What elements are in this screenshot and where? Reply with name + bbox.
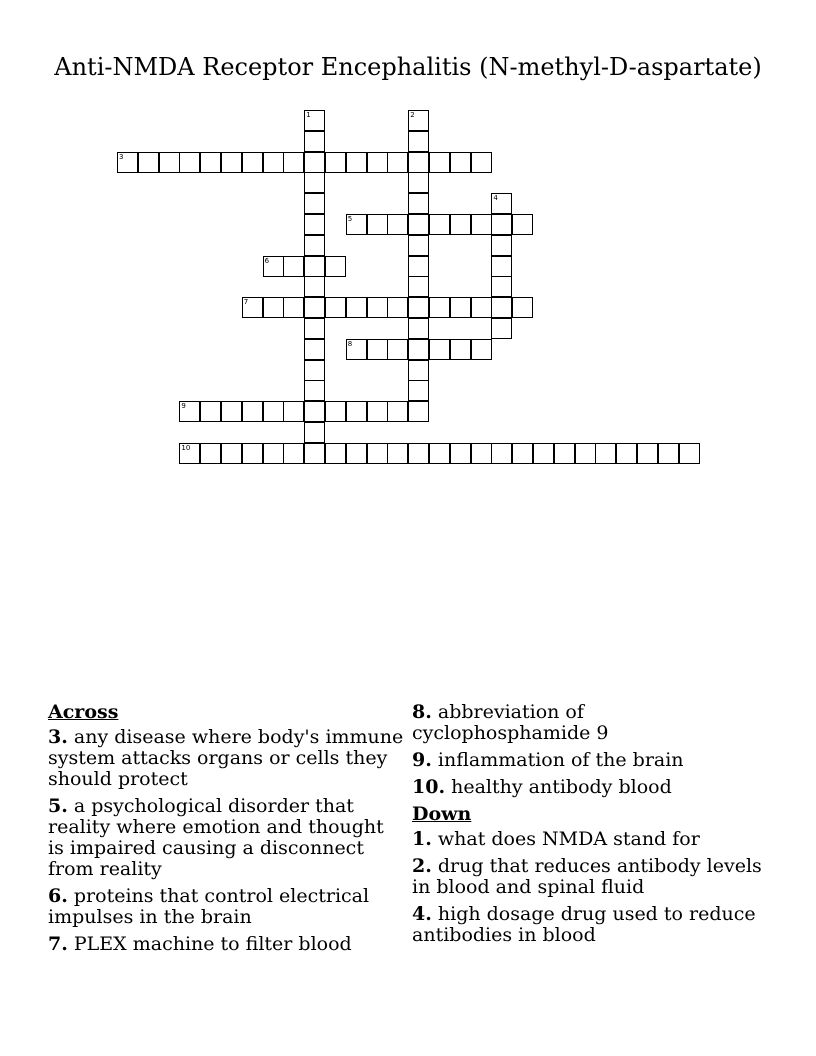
- grid-cell[interactable]: [429, 297, 450, 318]
- grid-cell[interactable]: [387, 401, 408, 422]
- grid-cell[interactable]: [283, 443, 304, 464]
- grid-cell[interactable]: [304, 256, 325, 277]
- grid-cell[interactable]: [429, 443, 450, 464]
- clues-column-right: [412, 702, 768, 952]
- grid-cell[interactable]: [304, 110, 325, 131]
- across-heading: Across: [48, 701, 119, 723]
- grid-cell[interactable]: [304, 380, 325, 401]
- clue-text: drug that reduces antibody levels in blood and spinal fluid: [412, 855, 762, 898]
- grid-cell[interactable]: [408, 339, 429, 360]
- grid-cell[interactable]: [408, 443, 429, 464]
- grid-cell[interactable]: [387, 339, 408, 360]
- grid-cell[interactable]: [304, 152, 325, 173]
- grid-cell[interactable]: [283, 256, 304, 277]
- grid-cell[interactable]: [408, 297, 429, 318]
- grid-cell[interactable]: [304, 339, 325, 360]
- grid-cell[interactable]: [367, 401, 388, 422]
- grid-cell[interactable]: [304, 422, 325, 443]
- grid-cell[interactable]: [138, 152, 159, 173]
- grid-cell[interactable]: [533, 443, 554, 464]
- grid-cell[interactable]: [242, 401, 263, 422]
- clue-across-6: [48, 886, 404, 928]
- grid-cell[interactable]: [304, 318, 325, 339]
- grid-cell[interactable]: [263, 443, 284, 464]
- grid-cell[interactable]: [346, 401, 367, 422]
- grid-cell[interactable]: [595, 443, 616, 464]
- grid-cell[interactable]: [429, 214, 450, 235]
- grid-cell[interactable]: [325, 297, 346, 318]
- clues-column-left: [48, 702, 404, 961]
- grid-cell[interactable]: [304, 443, 325, 464]
- cell-number: 2: [410, 111, 415, 119]
- grid-cell[interactable]: [512, 443, 533, 464]
- grid-cell[interactable]: [304, 235, 325, 256]
- grid-cell[interactable]: [200, 401, 221, 422]
- grid-cell[interactable]: [242, 297, 263, 318]
- cell-number: 3: [119, 152, 124, 161]
- grid-cell[interactable]: [242, 152, 263, 173]
- clue-text: what does NMDA stand for: [437, 828, 700, 850]
- grid-cell[interactable]: [408, 360, 429, 381]
- grid-cell[interactable]: [471, 339, 492, 360]
- grid-cell[interactable]: [263, 152, 284, 173]
- down-heading: Down: [412, 803, 472, 825]
- grid-cell[interactable]: [221, 401, 242, 422]
- grid-cell[interactable]: [450, 297, 471, 318]
- grid-cell[interactable]: [304, 276, 325, 297]
- grid-cell[interactable]: [450, 214, 471, 235]
- grid-cell[interactable]: [512, 214, 533, 235]
- clue-across-8: [412, 702, 768, 744]
- grid-cell[interactable]: [575, 443, 596, 464]
- cell-number: 8: [347, 339, 353, 348]
- grid-cell[interactable]: [117, 152, 138, 173]
- grid-cell[interactable]: [408, 193, 429, 214]
- grid-cell[interactable]: [450, 339, 471, 360]
- grid-cell[interactable]: [179, 443, 200, 464]
- clue-text: healthy antibody blood: [451, 776, 672, 798]
- grid-cell[interactable]: [429, 152, 450, 173]
- clue-number: 9.: [412, 749, 432, 771]
- grid-cell[interactable]: [408, 276, 429, 297]
- grid-cell[interactable]: [367, 297, 388, 318]
- grid-cell[interactable]: [325, 401, 346, 422]
- cell-number: 4: [493, 194, 498, 203]
- crossword-grid[interactable]: [0, 0, 816, 470]
- grid-cell[interactable]: [408, 152, 429, 173]
- grid-cell[interactable]: [263, 256, 284, 277]
- grid-cell[interactable]: [304, 214, 325, 235]
- grid-cell[interactable]: [367, 339, 388, 360]
- clue-down-4: [412, 904, 768, 946]
- grid-cell[interactable]: [325, 443, 346, 464]
- grid-cell[interactable]: [221, 152, 242, 173]
- grid-cell[interactable]: [283, 152, 304, 173]
- clue-across-10: [412, 777, 768, 798]
- clue-number: 7.: [48, 933, 68, 955]
- clue-number: 1.: [412, 828, 432, 850]
- grid-cell[interactable]: [471, 152, 492, 173]
- grid-cell[interactable]: [325, 256, 346, 277]
- clue-number: 10.: [412, 776, 446, 798]
- grid-cell[interactable]: [554, 443, 575, 464]
- grid-cell[interactable]: [471, 297, 492, 318]
- grid-cell[interactable]: [200, 443, 221, 464]
- grid-cell[interactable]: [346, 297, 367, 318]
- grid-cell[interactable]: [387, 152, 408, 173]
- page-title: Anti-NMDA Receptor Encephalitis (N-methyl-D-aspartate): [54, 53, 762, 81]
- grid-cell[interactable]: [491, 318, 512, 339]
- grid-cell[interactable]: [616, 443, 637, 464]
- grid-cell[interactable]: [408, 256, 429, 277]
- grid-cell[interactable]: [242, 443, 263, 464]
- clue-text: any disease where body's immune system attacks organs or cells they should protect: [48, 726, 404, 790]
- clue-text: a psychological disorder that reality where emotion and thought is impaired causing a disconnect from reality: [48, 795, 384, 880]
- grid-cell[interactable]: [408, 235, 429, 256]
- grid-cell[interactable]: [200, 152, 221, 173]
- grid-cell[interactable]: [304, 360, 325, 381]
- grid-cell[interactable]: [387, 297, 408, 318]
- grid-cell[interactable]: [491, 214, 512, 235]
- grid-cell[interactable]: [512, 297, 533, 318]
- grid-cell[interactable]: [408, 401, 429, 422]
- grid-cell[interactable]: [471, 214, 492, 235]
- grid-cell[interactable]: [491, 256, 512, 277]
- grid-cell[interactable]: [408, 131, 429, 152]
- cell-number: 1: [306, 111, 311, 119]
- grid-cell[interactable]: [283, 401, 304, 422]
- grid-cell[interactable]: [367, 214, 388, 235]
- grid-cell[interactable]: [658, 443, 679, 464]
- grid-cell[interactable]: [179, 401, 200, 422]
- grid-cell[interactable]: [304, 131, 325, 152]
- clue-down-2: [412, 856, 768, 898]
- grid-cell[interactable]: [491, 193, 512, 214]
- clue-text: high dosage drug used to reduce antibodies in blood: [412, 903, 756, 946]
- grid-cell[interactable]: [325, 152, 346, 173]
- grid-cell[interactable]: [408, 172, 429, 193]
- grid-cell[interactable]: [408, 110, 429, 131]
- grid-cell[interactable]: [159, 152, 180, 173]
- grid-cell[interactable]: [304, 193, 325, 214]
- clue-number: 4.: [412, 903, 432, 925]
- grid-cell[interactable]: [679, 443, 700, 464]
- grid-cell[interactable]: [179, 152, 200, 173]
- grid-cell[interactable]: [304, 401, 325, 422]
- grid-cell[interactable]: [450, 443, 471, 464]
- grid-cell[interactable]: [263, 401, 284, 422]
- grid-cell[interactable]: [408, 214, 429, 235]
- grid-cell[interactable]: [491, 443, 512, 464]
- grid-cell[interactable]: [491, 276, 512, 297]
- cell-number: 10: [181, 443, 191, 452]
- clue-number: 3.: [48, 726, 68, 748]
- grid-cell[interactable]: [346, 214, 367, 235]
- clue-text: abbreviation of cyclophosphamide 9: [412, 701, 609, 744]
- clue-text: proteins that control electrical impulses in the brain: [48, 885, 370, 928]
- grid-cell[interactable]: [283, 297, 304, 318]
- grid-cell[interactable]: [408, 380, 429, 401]
- clue-number: 5.: [48, 795, 68, 817]
- clue-text: inflammation of the brain: [437, 749, 684, 771]
- grid-cell[interactable]: [346, 339, 367, 360]
- clue-number: 2.: [412, 855, 432, 877]
- grid-cell[interactable]: [491, 297, 512, 318]
- clue-across-7: [48, 934, 404, 955]
- clue-number: 6.: [48, 885, 68, 907]
- clue-across-9: [412, 750, 768, 771]
- clue-across-5: [48, 796, 404, 880]
- grid-cell[interactable]: [637, 443, 658, 464]
- grid-cell[interactable]: [367, 152, 388, 173]
- grid-cell[interactable]: [346, 152, 367, 173]
- grid-cell[interactable]: [450, 152, 471, 173]
- cell-number: 7: [243, 298, 249, 307]
- grid-cell[interactable]: [491, 235, 512, 256]
- grid-cell[interactable]: [429, 339, 450, 360]
- clue-number: 8.: [412, 701, 432, 723]
- grid-cell[interactable]: [408, 318, 429, 339]
- grid-cell[interactable]: [304, 297, 325, 318]
- grid-cell[interactable]: [387, 443, 408, 464]
- grid-cell[interactable]: [367, 443, 388, 464]
- grid-cell[interactable]: [346, 443, 367, 464]
- grid-cell[interactable]: [387, 214, 408, 235]
- clue-down-1: [412, 829, 768, 850]
- cell-number: 5: [347, 215, 353, 223]
- clue-text: PLEX machine to filter blood: [73, 933, 352, 955]
- cell-number: 9: [181, 402, 186, 411]
- cell-number: 6: [264, 256, 270, 265]
- clue-across-3: [48, 727, 404, 790]
- grid-cell[interactable]: [304, 172, 325, 193]
- grid-cell[interactable]: [221, 443, 242, 464]
- grid-cell[interactable]: [471, 443, 492, 464]
- grid-cell[interactable]: [263, 297, 284, 318]
